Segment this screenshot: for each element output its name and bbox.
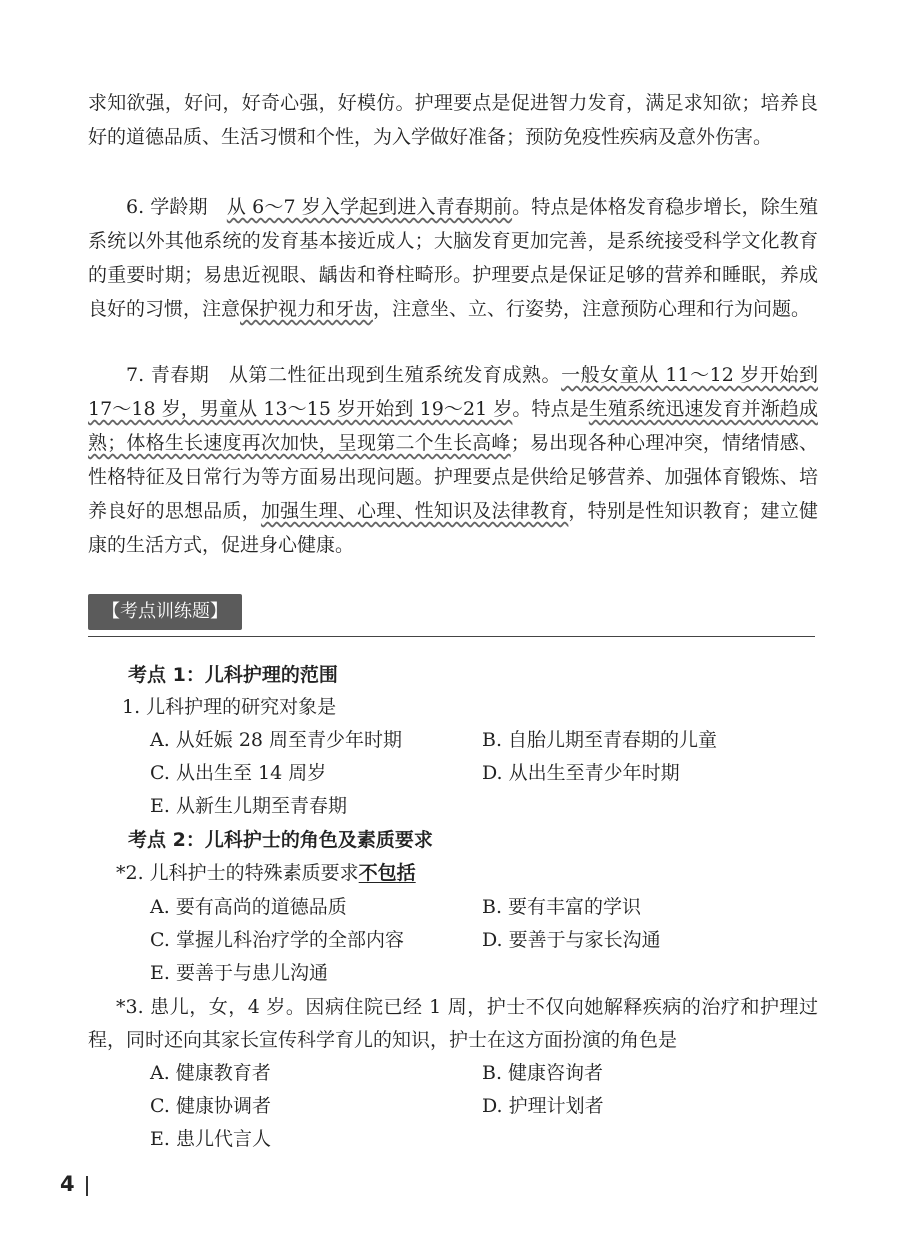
page-number: 4	[60, 1172, 75, 1196]
option-c: C. 掌握儿科治疗学的全部内容	[150, 929, 404, 951]
emphasis-text: 加强生理、心理、性知识及法律教育	[260, 500, 569, 522]
option-b: B. 自胎儿期至青春期的儿童	[482, 729, 718, 751]
question-stem: *3. 患儿，女，4 岁。因病住院已经 1 周，护士不仅向她解释疾病的治疗和护理过程，同时还向其家长宣传科学育儿的知识，护士在这方面扮演的角色是	[88, 996, 818, 1051]
stem-text: *2. 儿科护士的特殊素质要求	[116, 862, 359, 884]
option-e: E. 患儿代言人	[150, 1128, 271, 1150]
option-c: C. 健康协调者	[150, 1095, 271, 1117]
emphasis-text: 保护视力和牙齿	[240, 298, 374, 320]
section-title: 【考点训练题】	[88, 594, 242, 630]
option-d: D. 从出生至青少年时期	[482, 762, 680, 784]
topic-heading: 考点 1：儿科护理的范围	[128, 664, 338, 686]
option-a: A. 要有高尚的道德品质	[150, 896, 347, 918]
emphasis-text: 不包括	[358, 862, 416, 884]
question-stem	[116, 858, 416, 888]
paragraph-school-age	[88, 190, 818, 326]
topic-heading: 考点 2：儿科护士的角色及素质要求	[128, 829, 433, 851]
page-number-divider	[86, 1176, 88, 1196]
option-a: A. 健康教育者	[150, 1062, 271, 1084]
text: 。特点是体格发育稳步增长，除生殖系统以外其他系统的发育基本接近成人；大脑发育更加完善，是系统接受科学文化教育的重要时期；易患近视眼、龋齿和脊柱畸形。护理要点是保证足够的营养和睡眠，养成良好的习惯，注意	[88, 196, 818, 320]
paragraph-adolescence	[88, 358, 818, 562]
emphasis-text: 生殖系统迅速发育并渐趋成熟；体格生长速度再次加快，呈现第二个生长高峰	[88, 398, 818, 454]
text: ；易出现各种心理冲突，情绪情感、性格特征及日常行为等方面易出现问题。护理要点是供给足够营养、加强体育锻炼、培养良好的思想品质，	[88, 432, 818, 522]
question-stem: 1. 儿科护理的研究对象是	[122, 696, 337, 718]
text: 6. 学龄期	[126, 196, 227, 218]
text: 7. 青春期 从第二性征出现到生殖系统发育成熟。	[126, 364, 562, 386]
option-a: A. 从妊娠 28 周至青少年时期	[150, 729, 403, 751]
text: ，特别是性知识教育；建立健康的生活方式，促进身心健康。	[88, 500, 818, 556]
paragraph-preschool-continued: 求知欲强，好问，好奇心强，好模仿。护理要点是促进智力发育，满足求知欲；培养良好的道德品质、生活习惯和个性，为入学做好准备；预防免疫性疾病及意外伤害。	[88, 92, 818, 148]
option-e: E. 要善于与患儿沟通	[150, 962, 328, 984]
section-header	[88, 592, 815, 637]
option-d: D. 要善于与家长沟通	[482, 929, 661, 951]
option-b: B. 健康咨询者	[482, 1062, 604, 1084]
emphasis-text: 从 6～7 岁入学起到进入青春期前	[226, 196, 513, 218]
text: 。特点是	[512, 398, 589, 420]
option-c: C. 从出生至 14 周岁	[150, 762, 327, 784]
emphasis-text: 一般女童从 11～12 岁开始到 17～18 岁，男童从 13～15 岁开始到 19～21 岁	[88, 364, 819, 420]
option-d: D. 护理计划者	[482, 1095, 604, 1117]
option-b: B. 要有丰富的学识	[482, 896, 642, 918]
option-e: E. 从新生儿期至青春期	[150, 795, 347, 817]
text: ，注意坐、立、行姿势，注意预防心理和行为问题。	[373, 298, 811, 320]
